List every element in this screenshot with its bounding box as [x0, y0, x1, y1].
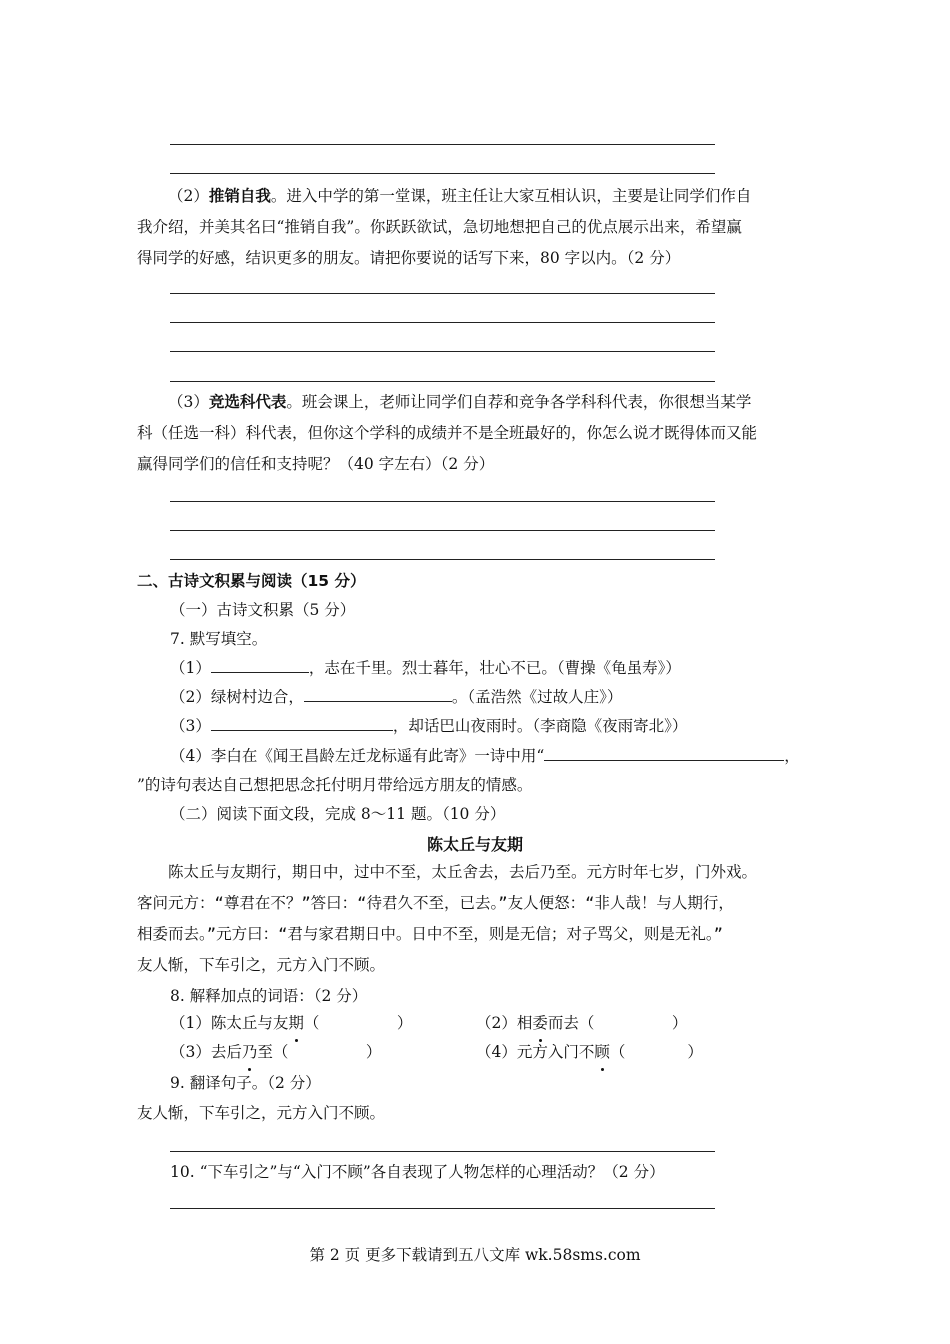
fill-blank[interactable] [544, 744, 784, 761]
part-title: （一）古诗文积累（5 分） [170, 601, 356, 619]
item-text: ，志在千里。烈士暮年，壮心不已。（曹操《龟虽寿》） [308, 659, 681, 677]
item-text: （4）元方入门不 [476, 1043, 595, 1061]
answer-line [170, 530, 715, 531]
question-text: 。班会课上，老师让同学们自荐和竞争各学科科代表，你很想当某学 [286, 393, 752, 411]
answer-line [170, 559, 715, 560]
q8-item-2 [476, 1008, 687, 1039]
passage-line: 客问元方：“尊君在不？”答曰：“待君久不至，已去。”友人便怒：“非人哉！与人期行， [137, 894, 734, 912]
part-title: （二）阅读下面文段，完成 8～11 题。（10 分） [170, 805, 506, 823]
item-text: ， [784, 747, 800, 765]
dotted-word: 委 [532, 1008, 548, 1039]
q7-item-1 [170, 653, 681, 684]
answer-bracket[interactable]: 至（ ） [257, 1043, 382, 1061]
question-text: 得同学的好感，结识更多的朋友。请把你要说的话写下来，80 字以内。（2 分） [137, 249, 681, 267]
page-footer: 第 2 页 更多下载请到五八文库 wk.58sms.com [309, 1246, 641, 1264]
answer-line [170, 351, 715, 352]
item-text: 。（孟浩然《过故人庄》） [451, 688, 623, 706]
dotted-word: 顾 [594, 1037, 610, 1068]
question-text: 赢得同学们的信任和支持呢？（40 字左右）（2 分） [137, 455, 495, 473]
q8-item-3 [170, 1037, 381, 1068]
question-7-title: 7. 默写填空。 [170, 630, 268, 648]
passage-text [137, 857, 817, 981]
item-text: ，却话巴山夜雨时。（李商隐《夜雨寄北》） [392, 717, 688, 735]
q9-sentence: 友人惭，下车引之，元方入门不顾。 [137, 1104, 386, 1122]
question-3 [137, 387, 815, 480]
answer-line [170, 173, 715, 174]
q7-item-4 [170, 741, 800, 772]
question-heading: 竞选科代表 [208, 393, 287, 411]
question-9-title: 9. 翻译句子。（2 分） [170, 1074, 321, 1092]
q7-item-3 [170, 711, 687, 742]
answer-line [170, 1151, 715, 1152]
answer-line [170, 501, 715, 502]
question-heading: 推销自我 [208, 187, 271, 205]
question-text: 我介绍，并美其名曰“推销自我”。你跃跃欲试，急切地想把自己的优点展示出来，希望赢 [137, 218, 742, 236]
passage-title: 陈太丘与友期 [426, 835, 523, 854]
dotted-word: 乃 [242, 1037, 258, 1068]
item-text: （2）绿树村边合， [170, 688, 304, 706]
answer-line [170, 381, 715, 382]
item-text: （3）去后 [170, 1043, 242, 1061]
passage-line: 友人惭，下车引之，元方入门不顾。 [137, 956, 386, 974]
answer-bracket[interactable]: 而去（ ） [547, 1014, 688, 1032]
question-number: （2） [168, 187, 209, 205]
question-text: 。进入中学的第一堂课，班主任让大家互相认识，主要是让同学们作自 [270, 187, 752, 205]
item-label: （1） [170, 659, 211, 677]
answer-bracket[interactable]: （ ） [609, 1043, 703, 1061]
q8-item-4 [476, 1037, 703, 1068]
item-text: （1）陈太丘与友 [170, 1014, 289, 1032]
question-8-title: 8. 解释加点的词语：（2 分） [170, 987, 368, 1005]
answer-line [170, 1208, 715, 1209]
answer-bracket[interactable]: （ ） [303, 1014, 413, 1032]
q7-item-4-cont: ”的诗句表达自己想把思念托付明月带给远方朋友的情感。 [137, 776, 533, 794]
q8-item-1 [170, 1008, 412, 1039]
q7-item-2 [170, 682, 622, 713]
question-number: （3） [168, 393, 209, 411]
passage-line: 相委而去。”元方曰：“君与家君期日中。日中不至，则是无信；对子骂父，则是无礼。” [137, 925, 723, 943]
section-title: 二、古诗文积累与阅读（15 分） [137, 572, 366, 590]
fill-blank[interactable] [211, 656, 309, 673]
item-text: （4）李白在《闻王昌龄左迁龙标遥有此寄》一诗中用“ [170, 747, 545, 765]
item-text: （2）相 [476, 1014, 533, 1032]
passage-line: 陈太丘与友期行，期日中，过中不至，太丘舍去，去后乃至。元方时年七岁，门外戏。 [168, 863, 758, 881]
fill-blank[interactable] [304, 685, 452, 702]
item-label: （3） [170, 717, 211, 735]
answer-line [170, 322, 715, 323]
fill-blank[interactable] [211, 714, 393, 731]
answer-line [170, 293, 715, 294]
question-text: 科（任选一科）科代表，但你这个学科的成绩并不是全班最好的，你怎么说才既得体而又能 [137, 424, 758, 442]
answer-line [170, 144, 715, 145]
question-10-title: 10. “下车引之”与“入门不顾”各自表现了人物怎样的心理活动？（2 分） [170, 1163, 665, 1181]
dotted-word: 期 [288, 1008, 304, 1039]
question-2 [137, 181, 815, 274]
